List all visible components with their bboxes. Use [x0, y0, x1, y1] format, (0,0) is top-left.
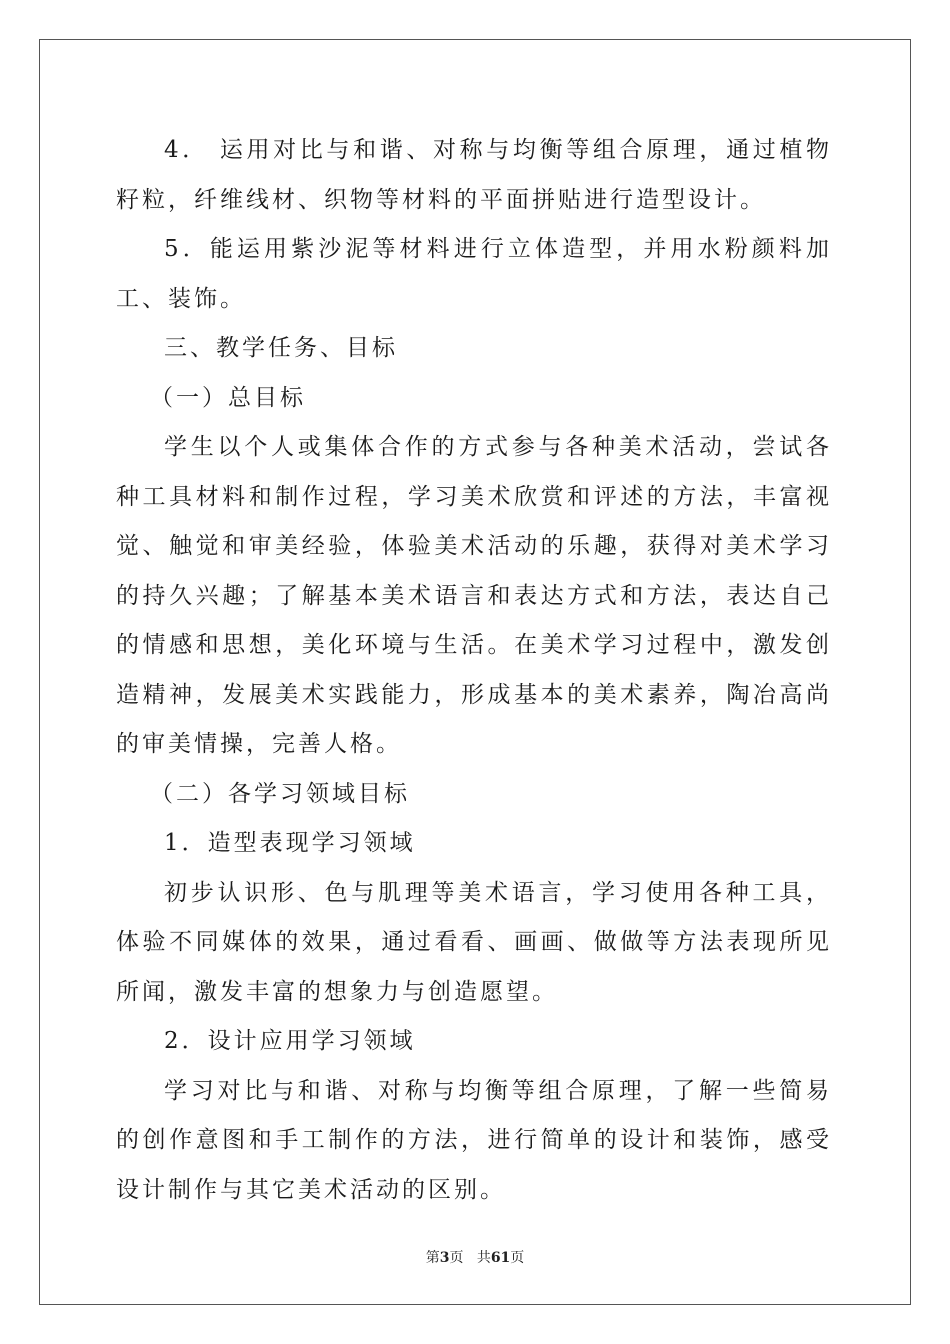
footer-prefix: 第	[425, 1250, 440, 1266]
total-goal-heading: （一）总目标	[150, 384, 306, 411]
total-goal-paragraph: 学生以个人或集体合作的方式参与各种美术活动，尝试各种工具材料和制作过程，学习美术欣赏和评述的方法，丰富视觉、触觉和审美经验，体验美术活动的乐趣，获得对美术学习的持久兴趣；了解基本美术语言和表达方式和方法，表达自己的情感和思想，美化环境与生活。在美术学习过程中，激发创造精神，发展美术实践能力，形成基本的美术素养，陶冶高尚的审美情操，完善人格。	[116, 434, 832, 757]
page-footer	[0, 1247, 950, 1267]
domain2-heading: 2．设计应用学习领域	[164, 1028, 416, 1054]
footer-total-suffix: 页	[510, 1250, 525, 1266]
domain1-heading: 1．造型表现学习领域	[164, 830, 416, 856]
document-body	[116, 126, 832, 1215]
paragraph-item-5: 5．能运用紫沙泥等材料进行立体造型，并用水粉颜料加工、装饰。	[116, 236, 832, 312]
paragraph-item-4: 4． 运用对比与和谐、对称与均衡等组合原理，通过植物籽粒，纤维线材、织物等材料的平面拼贴进行造型设计。	[116, 137, 832, 213]
domain2-paragraph: 学习对比与和谐、对称与均衡等组合原理，了解一些简易的创作意图和手工制作的方法，进行简单的设计和装饰，感受设计制作与其它美术活动的区别。	[116, 1077, 832, 1203]
total-page-count: 61	[490, 1250, 511, 1266]
domain1-paragraph: 初步认识形、色与肌理等美术语言，学习使用各种工具，体验不同媒体的效果，通过看看、画画、做做等方法表现所见所闻，激发丰富的想象力与创造愿望。	[116, 879, 832, 1005]
domain-goals-heading: （二）各学习领域目标	[150, 780, 410, 807]
section-title: 三、教学任务、目标	[164, 335, 398, 361]
footer-total-prefix: 共	[476, 1250, 491, 1266]
footer-page-suffix: 页	[449, 1250, 464, 1266]
current-page-number: 3	[439, 1250, 450, 1266]
